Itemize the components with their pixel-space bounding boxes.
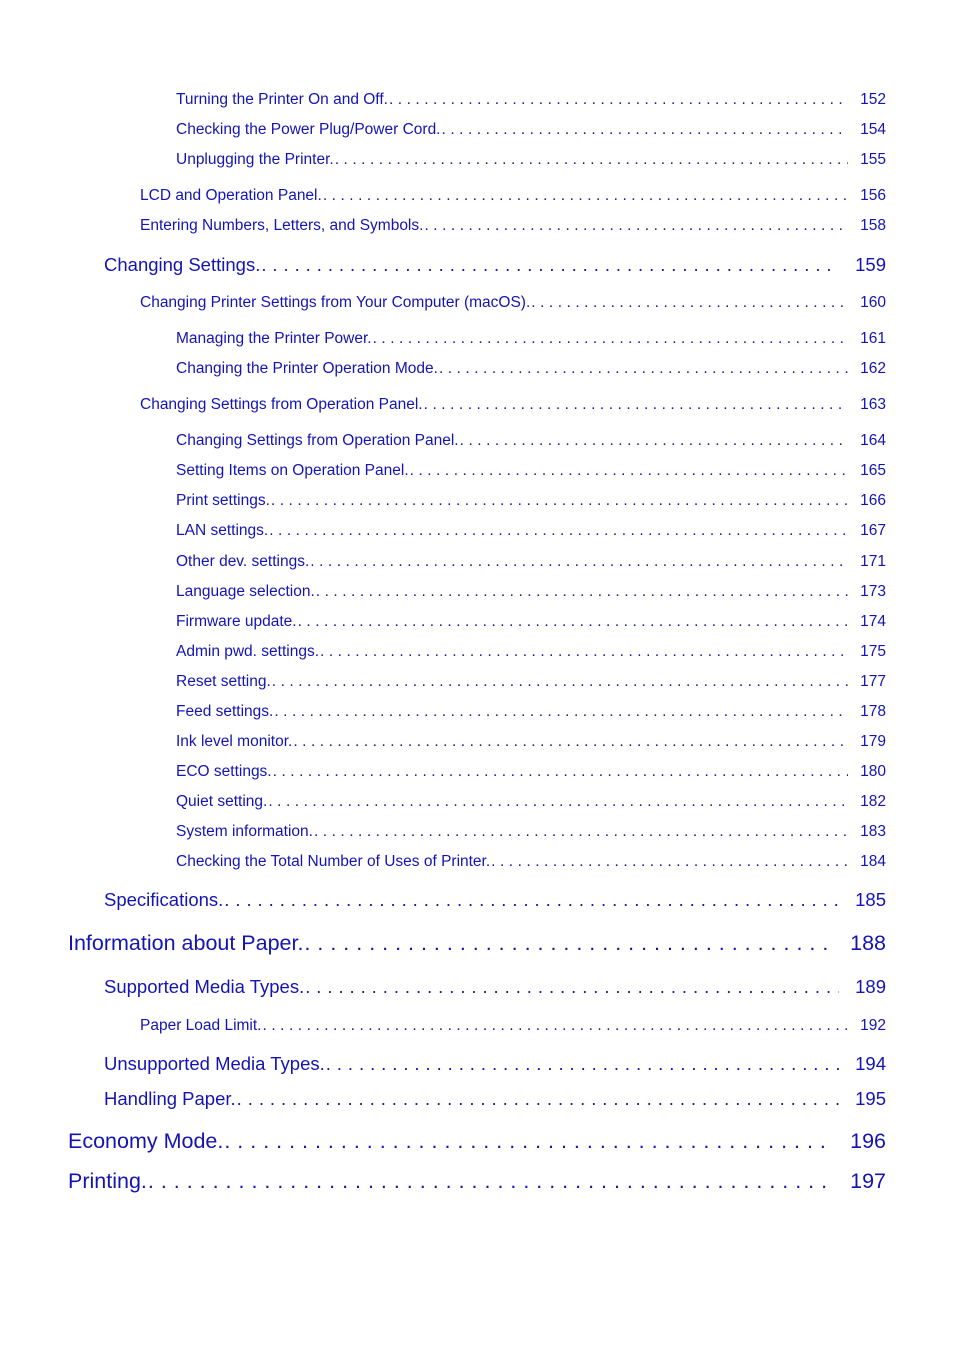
toc-entry-title: Unsupported Media Types. [104, 1053, 325, 1074]
toc-entry[interactable] [104, 889, 886, 913]
toc-entry-title: Changing Settings from Operation Panel. [140, 396, 423, 413]
dot-leader [269, 522, 848, 540]
dot-leader [148, 1169, 830, 1194]
toc-entry-title: Changing Settings. [104, 254, 261, 275]
toc-entry[interactable] [176, 793, 886, 813]
toc-entry-page-number: 175 [860, 643, 886, 660]
toc-entry-page-number: 192 [860, 1017, 886, 1034]
toc-entry-title: Changing Settings from Operation Panel. [176, 432, 459, 449]
dot-leader [263, 1017, 849, 1035]
toc-entry-title: Admin pwd. settings. [176, 643, 320, 660]
toc-entry[interactable] [176, 763, 886, 783]
toc-entry[interactable] [68, 1129, 886, 1157]
toc-entry-page-number: 188 [850, 931, 886, 955]
dot-leader [261, 254, 839, 276]
toc-entry[interactable] [68, 1169, 886, 1197]
toc-entry-title: ECO settings. [176, 763, 272, 780]
toc-entry-title: Checking the Total Number of Uses of Printer. [176, 853, 491, 870]
toc-entry-page-number: 184 [860, 853, 886, 870]
toc-entry-page-number: 173 [860, 583, 886, 600]
dot-leader [424, 217, 848, 235]
dot-leader [273, 763, 849, 781]
dot-leader [305, 976, 839, 998]
toc-entry-page-number: 163 [860, 396, 886, 413]
toc-entry[interactable] [140, 396, 886, 416]
toc-entry[interactable] [104, 1053, 886, 1077]
dot-leader [271, 492, 848, 510]
dot-leader [274, 703, 848, 721]
toc-entry[interactable] [140, 1017, 886, 1037]
toc-entry-title: Turning the Printer On and Off. [176, 91, 388, 108]
toc-entry-page-number: 182 [860, 793, 886, 810]
toc-entry-title: LAN settings. [176, 522, 269, 539]
toc-entry-title: Quiet setting. [176, 793, 268, 810]
toc-entry-title: Economy Mode. [68, 1129, 224, 1153]
toc-entry[interactable] [176, 553, 886, 573]
toc-entry-page-number: 189 [855, 976, 886, 997]
dot-leader [304, 931, 830, 956]
dot-leader [224, 889, 839, 911]
toc-entry-page-number: 196 [850, 1129, 886, 1153]
toc-entry-title: Other dev. settings. [176, 553, 310, 570]
toc-entry[interactable] [176, 673, 886, 693]
toc-entry-title: Feed settings. [176, 703, 274, 720]
toc-entry[interactable] [176, 121, 886, 141]
toc-entry[interactable] [176, 360, 886, 380]
toc-entry-page-number: 162 [860, 360, 886, 377]
toc-entry-page-number: 167 [860, 522, 886, 539]
toc-entry-page-number: 195 [855, 1088, 886, 1109]
dot-leader [323, 187, 848, 205]
toc-entry[interactable] [176, 492, 886, 512]
toc-entry[interactable] [140, 187, 886, 207]
dot-leader [272, 673, 848, 691]
toc-entry[interactable] [176, 522, 886, 542]
toc-entry-page-number: 194 [855, 1053, 886, 1074]
toc-entry-page-number: 165 [860, 462, 886, 479]
toc-entry-title: Information about Paper. [68, 931, 304, 955]
toc-entry[interactable] [176, 432, 886, 452]
dot-leader [326, 1053, 839, 1075]
toc-entry[interactable] [104, 254, 886, 278]
dot-leader [293, 733, 848, 751]
toc-entry-page-number: 164 [860, 432, 886, 449]
toc-entry-title: Changing the Printer Operation Mode. [176, 360, 438, 377]
toc-entry[interactable] [176, 330, 886, 350]
dot-leader [298, 613, 849, 631]
toc-entry-page-number: 185 [855, 889, 886, 910]
toc-entry-title: Printing. [68, 1169, 147, 1193]
toc-entry-title: Checking the Power Plug/Power Cord. [176, 121, 441, 138]
dot-leader [373, 330, 849, 348]
toc-entry-title: Specifications. [104, 889, 224, 910]
dot-leader [442, 121, 849, 139]
toc-entry-title: Unplugging the Printer. [176, 151, 334, 168]
dot-leader [439, 360, 848, 378]
toc-entry-page-number: 178 [860, 703, 886, 720]
toc-entry-page-number: 177 [860, 673, 886, 690]
toc-entry-page-number: 161 [860, 330, 886, 347]
dot-leader [424, 396, 849, 414]
dot-leader [335, 151, 848, 169]
toc-entry-title: Firmware update. [176, 613, 297, 630]
toc-entry-page-number: 152 [860, 91, 886, 108]
toc-entry-title: Setting Items on Operation Panel. [176, 462, 409, 479]
toc-entry-title: Managing the Printer Power. [176, 330, 372, 347]
toc-entry[interactable] [176, 151, 886, 171]
dot-leader [310, 553, 848, 571]
dot-leader [314, 823, 848, 841]
toc-entry-page-number: 154 [860, 121, 886, 138]
toc-entry-title: Paper Load Limit. [140, 1017, 262, 1034]
toc-entry-page-number: 166 [860, 492, 886, 509]
dot-leader [268, 793, 848, 811]
toc-entry[interactable] [140, 294, 886, 314]
toc-entry[interactable] [176, 583, 886, 603]
toc-entry[interactable] [140, 217, 886, 237]
dot-leader [531, 294, 848, 312]
toc-entry-page-number: 159 [855, 254, 886, 275]
dot-leader [237, 1088, 839, 1110]
toc-entry-title: LCD and Operation Panel. [140, 187, 322, 204]
toc-entry-page-number: 171 [860, 553, 886, 570]
toc-entry-title: Language selection. [176, 583, 315, 600]
toc-entry-title: Changing Printer Settings from Your Computer (macOS). [140, 294, 531, 311]
toc-entry-title: Handling Paper. [104, 1088, 236, 1109]
toc-entry[interactable] [176, 91, 886, 111]
toc-entry[interactable] [68, 931, 886, 959]
toc-entry-title: Print settings. [176, 492, 270, 509]
toc-entry[interactable] [176, 643, 886, 663]
toc-entry-page-number: 155 [860, 151, 886, 168]
toc-entry[interactable] [176, 462, 886, 482]
toc-entry-title: Ink level monitor. [176, 733, 293, 750]
toc-entry-page-number: 183 [860, 823, 886, 840]
toc-entry-page-number: 197 [850, 1169, 886, 1193]
dot-leader [224, 1129, 830, 1154]
toc-entry-page-number: 180 [860, 763, 886, 780]
toc-entry[interactable] [176, 613, 886, 633]
toc-entry-page-number: 179 [860, 733, 886, 750]
toc-entry[interactable] [104, 976, 886, 1000]
dot-leader [491, 853, 848, 871]
toc-entry-page-number: 158 [860, 217, 886, 234]
toc-entry-page-number: 156 [860, 187, 886, 204]
toc-entry[interactable] [104, 1088, 886, 1112]
toc-entry-page-number: 174 [860, 613, 886, 630]
toc-entry-title: Reset setting. [176, 673, 271, 690]
dot-leader [460, 432, 849, 450]
dot-leader [316, 583, 848, 601]
dot-leader [320, 643, 848, 661]
toc-entry[interactable] [176, 823, 886, 843]
toc-entry[interactable] [176, 853, 886, 873]
toc-entry-page-number: 160 [860, 294, 886, 311]
toc-entry[interactable] [176, 733, 886, 753]
toc-entry[interactable] [176, 703, 886, 723]
toc-entry-title: Supported Media Types. [104, 976, 305, 997]
dot-leader [389, 91, 848, 109]
toc-entry-title: System information. [176, 823, 313, 840]
dot-leader [410, 462, 848, 480]
toc-entry-title: Entering Numbers, Letters, and Symbols. [140, 217, 424, 234]
